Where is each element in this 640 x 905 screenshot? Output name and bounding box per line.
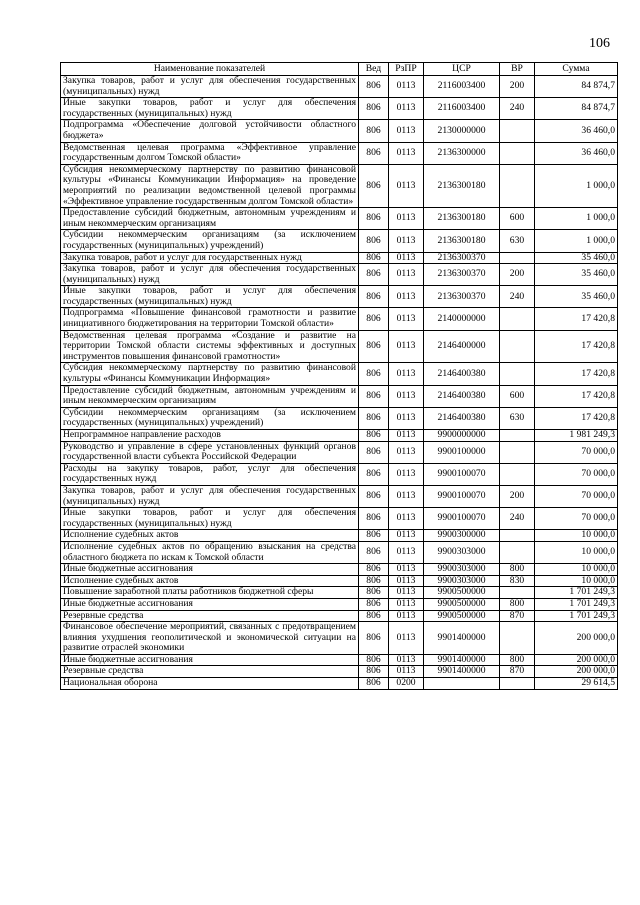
cell-sum: 17 420,8 [535,363,618,385]
cell-csr: 9900303000 [424,564,500,576]
cell-ved: 806 [359,230,389,252]
cell-vr [500,430,535,442]
cell-vr: 200 [500,264,535,286]
cell-csr: 9900500000 [424,610,500,622]
cell-vr: 800 [500,598,535,610]
cell-csr: 9900100070 [424,508,500,530]
cell-sum: 200 000,0 [535,654,618,666]
cell-ved: 806 [359,407,389,429]
cell-rzpr: 0113 [389,286,424,308]
cell-name: Иные бюджетные ассигнования [61,564,359,576]
cell-name: Закупка товаров, работ и услуг для обеспечения государственных (муниципальных) нужд [61,264,359,286]
cell-name: Иные бюджетные ассигнования [61,598,359,610]
cell-csr: 9901400000 [424,654,500,666]
cell-rzpr: 0113 [389,98,424,120]
table-row [61,264,618,286]
cell-sum: 17 420,8 [535,385,618,407]
cell-sum: 17 420,8 [535,407,618,429]
cell-vr [500,164,535,207]
cell-name: Закупка товаров, работ и услуг для государственных нужд [61,252,359,264]
cell-name: Закупка товаров, работ и услуг для обеспечения государственных (муниципальных) нужд [61,485,359,507]
cell-rzpr: 0113 [389,564,424,576]
cell-name: Национальная оборона [61,678,359,690]
cell-rzpr: 0113 [389,610,424,622]
table-row [61,530,618,542]
cell-name: Субсидия некоммерческому партнерству по развитию финансовой культуры «Финансы Коммуникации Информация» [61,363,359,385]
cell-name: Повышение заработной платы работников бюджетной сферы [61,587,359,599]
cell-csr: 2146400380 [424,385,500,407]
cell-vr [500,678,535,690]
table-row [61,385,618,407]
cell-ved: 806 [359,587,389,599]
cell-ved: 806 [359,98,389,120]
cell-csr: 2140000000 [424,308,500,330]
table-row [61,98,618,120]
cell-csr: 9900500000 [424,598,500,610]
cell-vr: 870 [500,610,535,622]
header-sum: Сумма [535,63,618,76]
table-row [61,598,618,610]
cell-name: Предоставление субсидий бюджетным, автономным учреждениям и иным некоммерческим организациям [61,385,359,407]
table-row [61,142,618,164]
cell-csr: 2146400380 [424,363,500,385]
cell-sum: 1 701 249,3 [535,610,618,622]
cell-sum: 70 000,0 [535,508,618,530]
cell-csr: 9900100070 [424,463,500,485]
cell-ved: 806 [359,463,389,485]
cell-vr: 240 [500,98,535,120]
cell-csr [424,678,500,690]
cell-ved: 806 [359,575,389,587]
cell-ved: 806 [359,666,389,678]
cell-csr: 2136300370 [424,286,500,308]
table-row [61,666,618,678]
cell-ved: 806 [359,286,389,308]
cell-csr: 9900500000 [424,587,500,599]
cell-rzpr: 0113 [389,666,424,678]
cell-rzpr: 0113 [389,485,424,507]
cell-ved: 806 [359,264,389,286]
table-row [61,441,618,463]
cell-ved: 806 [359,308,389,330]
cell-vr [500,622,535,655]
table-row [61,463,618,485]
cell-rzpr: 0113 [389,407,424,429]
header-ved: Вед [359,63,389,76]
cell-vr: 200 [500,485,535,507]
cell-ved: 806 [359,385,389,407]
table-row [61,363,618,385]
table-row [61,230,618,252]
cell-vr [500,142,535,164]
cell-vr: 800 [500,564,535,576]
cell-csr: 2146400380 [424,407,500,429]
cell-csr: 2136300180 [424,164,500,207]
cell-sum: 1 981 249,3 [535,430,618,442]
cell-sum: 35 460,0 [535,264,618,286]
cell-rzpr: 0113 [389,142,424,164]
cell-ved: 806 [359,330,389,363]
cell-rzpr: 0113 [389,164,424,207]
cell-ved: 806 [359,654,389,666]
cell-csr: 9900100070 [424,485,500,507]
cell-ved: 806 [359,508,389,530]
cell-vr: 600 [500,208,535,230]
cell-ved: 806 [359,441,389,463]
table-row [61,508,618,530]
cell-sum: 70 000,0 [535,485,618,507]
cell-csr: 2136300370 [424,252,500,264]
cell-rzpr: 0113 [389,208,424,230]
cell-vr: 240 [500,508,535,530]
header-name: Наименование показателей [61,63,359,76]
cell-rzpr: 0113 [389,330,424,363]
header-rzpr: РзПР [389,63,424,76]
cell-sum: 200 000,0 [535,622,618,655]
cell-rzpr: 0113 [389,252,424,264]
cell-name: Субсидии некоммерческим организациям (за исключением государственных (муниципальных) учреждений) [61,407,359,429]
cell-rzpr: 0113 [389,230,424,252]
cell-rzpr: 0113 [389,463,424,485]
cell-rzpr: 0113 [389,622,424,655]
cell-sum: 17 420,8 [535,308,618,330]
cell-vr: 630 [500,230,535,252]
cell-rzpr: 0113 [389,363,424,385]
cell-csr: 2136300180 [424,208,500,230]
table-row [61,286,618,308]
cell-csr: 9900303000 [424,541,500,563]
table-row [61,330,618,363]
cell-vr [500,530,535,542]
cell-sum: 10 000,0 [535,575,618,587]
table-header-row [61,63,618,76]
cell-csr: 2146400000 [424,330,500,363]
cell-name: Ведомственная целевая программа «Эффективное управление государственным долгом Томской области» [61,142,359,164]
cell-rzpr: 0113 [389,264,424,286]
cell-name: Иные закупки товаров, работ и услуг для обеспечения государственных (муниципальных) нужд [61,98,359,120]
cell-name: Расходы на закупку товаров, работ, услуг для обеспечения государственных нужд [61,463,359,485]
cell-vr: 630 [500,407,535,429]
cell-name: Ведомственная целевая программа «Создание и развитие на территории Томской области системы эффективных и доступных инструментов повышения финансовой грамотности» [61,330,359,363]
table-row [61,485,618,507]
cell-sum: 35 460,0 [535,252,618,264]
cell-rzpr: 0113 [389,654,424,666]
table-body [61,76,618,690]
cell-sum: 1 701 249,3 [535,587,618,599]
cell-name: Подпрограмма «Обеспечение долговой устойчивости областного бюджета» [61,120,359,142]
cell-ved: 806 [359,622,389,655]
cell-ved: 806 [359,76,389,98]
cell-rzpr: 0113 [389,430,424,442]
cell-name: Иные закупки товаров, работ и услуг для обеспечения государственных (муниципальных) нужд [61,286,359,308]
cell-vr: 870 [500,666,535,678]
cell-sum: 1 000,0 [535,208,618,230]
cell-vr: 830 [500,575,535,587]
cell-sum: 10 000,0 [535,564,618,576]
cell-name: Финансовое обеспечение мероприятий, связанных с предотвращением влияния ухудшения геополитической и экономической ситуации на развитие отраслей экономики [61,622,359,655]
cell-vr: 600 [500,385,535,407]
table-row [61,252,618,264]
cell-sum: 35 460,0 [535,286,618,308]
table-row [61,430,618,442]
cell-sum: 36 460,0 [535,142,618,164]
cell-rzpr: 0113 [389,508,424,530]
cell-sum: 84 874,7 [535,98,618,120]
cell-ved: 806 [359,142,389,164]
cell-ved: 806 [359,120,389,142]
cell-name: Исполнение судебных актов [61,530,359,542]
cell-vr: 240 [500,286,535,308]
cell-sum: 84 874,7 [535,76,618,98]
cell-name: Исполнение судебных актов по обращению взыскания на средства областного бюджета по искам к Томской области [61,541,359,563]
cell-sum: 10 000,0 [535,541,618,563]
header-csr: ЦСР [424,63,500,76]
cell-vr [500,120,535,142]
cell-ved: 806 [359,610,389,622]
cell-name: Непрограммное направление расходов [61,430,359,442]
cell-csr: 9900303000 [424,575,500,587]
cell-ved: 806 [359,164,389,207]
table-row [61,622,618,655]
cell-name: Резервные средства [61,666,359,678]
cell-vr [500,441,535,463]
cell-csr: 9900100000 [424,441,500,463]
cell-sum: 70 000,0 [535,441,618,463]
table-row [61,164,618,207]
cell-ved: 806 [359,598,389,610]
cell-sum: 200 000,0 [535,666,618,678]
cell-rzpr: 0113 [389,587,424,599]
cell-vr [500,308,535,330]
cell-sum: 36 460,0 [535,120,618,142]
cell-vr [500,363,535,385]
cell-csr: 2116003400 [424,76,500,98]
cell-ved: 806 [359,363,389,385]
table-row [61,208,618,230]
cell-rzpr: 0113 [389,385,424,407]
cell-sum: 70 000,0 [535,463,618,485]
cell-sum: 10 000,0 [535,530,618,542]
budget-table [60,62,618,690]
cell-rzpr: 0113 [389,575,424,587]
cell-vr [500,541,535,563]
table-row [61,610,618,622]
cell-ved: 806 [359,252,389,264]
cell-ved: 806 [359,564,389,576]
table-row [61,564,618,576]
cell-sum: 1 701 249,3 [535,598,618,610]
cell-csr: 9901400000 [424,666,500,678]
cell-rzpr: 0200 [389,678,424,690]
cell-sum: 1 000,0 [535,164,618,207]
cell-ved: 806 [359,485,389,507]
cell-vr [500,252,535,264]
table-row [61,407,618,429]
cell-vr: 200 [500,76,535,98]
cell-csr: 9901400000 [424,622,500,655]
cell-sum: 17 420,8 [535,330,618,363]
cell-vr [500,330,535,363]
cell-ved: 806 [359,530,389,542]
cell-csr: 2136300370 [424,264,500,286]
cell-sum: 29 614,5 [535,678,618,690]
header-vr: ВР [500,63,535,76]
cell-csr: 2116003400 [424,98,500,120]
cell-name: Субсидия некоммерческому партнерству по развитию финансовой культуры «Финансы Коммуникации Информация» на проведение мероприятий по реализации ведомственной целевой программы «Эффективное управление государственным долгом Томской области» [61,164,359,207]
table-row [61,541,618,563]
cell-name: Иные закупки товаров, работ и услуг для обеспечения государственных (муниципальных) нужд [61,508,359,530]
cell-csr: 2136300180 [424,230,500,252]
cell-name: Исполнение судебных актов [61,575,359,587]
page-number: 106 [589,36,610,51]
cell-name: Предоставление субсидий бюджетным, автономным учреждениям и иным некоммерческим организациям [61,208,359,230]
cell-name: Руководство и управление в сфере установленных функций органов государственной власти субъекта Российской Федерации [61,441,359,463]
cell-csr: 9900300000 [424,530,500,542]
cell-rzpr: 0113 [389,120,424,142]
cell-vr [500,587,535,599]
cell-vr: 800 [500,654,535,666]
cell-rzpr: 0113 [389,308,424,330]
cell-ved: 806 [359,208,389,230]
cell-sum: 1 000,0 [535,230,618,252]
cell-name: Иные бюджетные ассигнования [61,654,359,666]
cell-rzpr: 0113 [389,530,424,542]
cell-rzpr: 0113 [389,541,424,563]
table-row [61,308,618,330]
cell-csr: 2130000000 [424,120,500,142]
cell-ved: 806 [359,678,389,690]
table-row [61,587,618,599]
cell-rzpr: 0113 [389,76,424,98]
table-row [61,575,618,587]
cell-csr: 9900000000 [424,430,500,442]
table-row [61,678,618,690]
cell-name: Подпрограмма «Повышение финансовой грамотности и развитие инициативного бюджетирования на территории Томской области» [61,308,359,330]
cell-ved: 806 [359,430,389,442]
table-row [61,76,618,98]
cell-csr: 2136300000 [424,142,500,164]
table-row [61,654,618,666]
cell-name: Резервные средства [61,610,359,622]
cell-name: Субсидии некоммерческим организациям (за исключением государственных (муниципальных) учреждений) [61,230,359,252]
cell-vr [500,463,535,485]
cell-rzpr: 0113 [389,598,424,610]
table-row [61,120,618,142]
cell-ved: 806 [359,541,389,563]
cell-rzpr: 0113 [389,441,424,463]
cell-name: Закупка товаров, работ и услуг для обеспечения государственных (муниципальных) нужд [61,76,359,98]
